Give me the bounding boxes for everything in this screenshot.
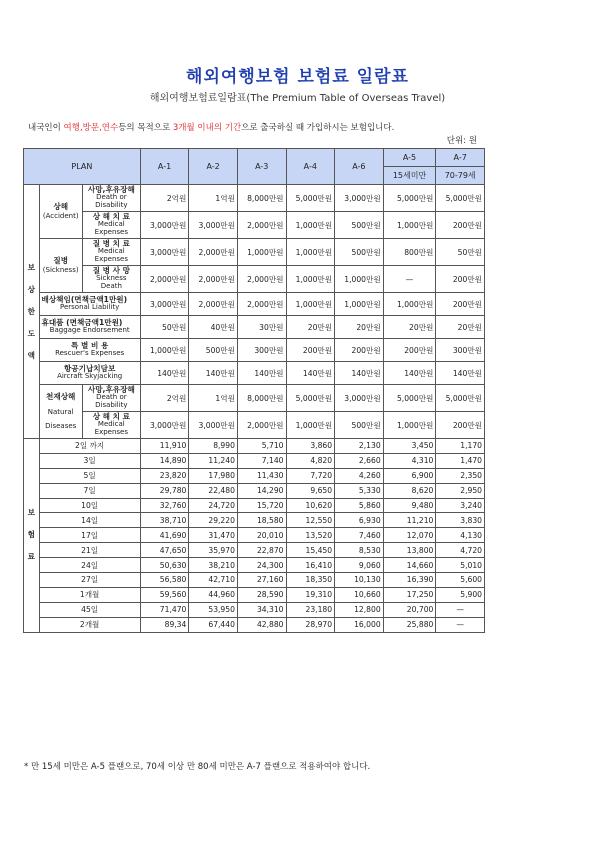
cell-value: 140만원: [436, 362, 485, 385]
header-plan-a6: A-6: [335, 149, 384, 185]
premium-cell: 11,910: [140, 439, 189, 454]
premium-group-char: 험: [27, 530, 35, 540]
premium-cell: 11,240: [189, 453, 238, 468]
cell-value: 5,000만원: [286, 385, 335, 412]
premium-cell: 20,010: [237, 528, 286, 543]
cell-value: 3,000만원: [189, 412, 238, 439]
premium-cell: 4,720: [436, 543, 485, 558]
intro-highlight-period: 3개월 이내의 기간: [172, 123, 242, 133]
cell-value: 140만원: [140, 362, 189, 385]
premium-period: 7일: [39, 483, 140, 498]
premium-cell: 5,900: [436, 587, 485, 602]
sub-en: Medical Expenses: [94, 247, 129, 264]
benefit-row-liability: [24, 293, 485, 316]
category-sickness-ko: 질병: [53, 256, 69, 266]
cell-value: 1억원: [189, 185, 238, 212]
premium-cell: 8,990: [189, 439, 238, 454]
cell-value: 1억원: [189, 385, 238, 412]
sub-en: Aircraft Skyjacking: [57, 372, 123, 381]
premium-table: [23, 148, 485, 633]
cell-value: 5,000만원: [383, 385, 436, 412]
premium-cell: 18,580: [237, 513, 286, 528]
premium-cell: 3,240: [436, 498, 485, 513]
cell-value: 2,000만원: [189, 239, 238, 266]
cell-value: 20만원: [286, 316, 335, 339]
premium-row: [24, 602, 485, 617]
benefit-row-accident-death: [24, 185, 485, 212]
premium-cell: 56,580: [140, 573, 189, 588]
intro-text: [28, 121, 394, 133]
cell-value: 1,000만원: [286, 412, 335, 439]
cell-value: 1,000만원: [383, 412, 436, 439]
premium-cell: 16,390: [383, 573, 436, 588]
premium-cell: 35,970: [189, 543, 238, 558]
sub-ko: 사망,후유장해: [87, 385, 135, 395]
cell-value: 200만원: [286, 339, 335, 362]
premium-row: [24, 528, 485, 543]
cell-value: 3,000만원: [335, 185, 384, 212]
premium-cell: 13,800: [383, 543, 436, 558]
premium-row: [24, 483, 485, 498]
premium-cell: 9,480: [383, 498, 436, 513]
category-accident: [39, 185, 82, 239]
premium-cell: 59,560: [140, 587, 189, 602]
premium-cell: 15,450: [286, 543, 335, 558]
cell-value: 1,000만원: [140, 339, 189, 362]
benefit-row-natural-medical: [24, 412, 485, 439]
benefit-group-char: 한: [27, 306, 35, 316]
cell-value: 8,000만원: [237, 185, 286, 212]
premium-cell: 42,710: [189, 573, 238, 588]
sub-en: Sickness Death: [96, 274, 127, 291]
sub-accident-medical: [82, 212, 140, 239]
cell-value: 500만원: [335, 239, 384, 266]
cell-value: 140만원: [335, 362, 384, 385]
benefit-group-label: [24, 185, 40, 439]
category-skyjacking: [39, 362, 140, 385]
premium-period: 2개월: [39, 617, 140, 632]
premium-period: 17일: [39, 528, 140, 543]
cell-value: 40만원: [189, 316, 238, 339]
cell-value: 140만원: [237, 362, 286, 385]
benefit-row-sickness-treatment: [24, 239, 485, 266]
cell-value: 140만원: [383, 362, 436, 385]
category-liability: [39, 293, 140, 316]
category-sickness-en: (Sickness): [42, 265, 79, 274]
premium-cell: 38,210: [189, 558, 238, 573]
cell-value: 3,000만원: [140, 212, 189, 239]
cell-value: —: [383, 266, 436, 293]
premium-cell: 17,250: [383, 587, 436, 602]
sub-ko: 질 병 사 망: [92, 266, 130, 276]
sub-accident-death: [82, 185, 140, 212]
cell-value: 300만원: [237, 339, 286, 362]
premium-cell: 4,310: [383, 453, 436, 468]
premium-cell: 10,620: [286, 498, 335, 513]
cell-value: 20만원: [335, 316, 384, 339]
premium-cell: 16,000: [335, 617, 384, 632]
sub-en: Death or Disability: [95, 193, 128, 210]
cell-value: 1,000만원: [286, 266, 335, 293]
premium-cell: —: [436, 617, 485, 632]
premium-period: 2일 까지: [39, 439, 140, 454]
category-natural-en2: Diseases: [45, 421, 77, 430]
cell-value: 3,000만원: [189, 212, 238, 239]
cell-value: 2억원: [140, 385, 189, 412]
cell-value: 1,000만원: [335, 266, 384, 293]
category-sickness: [39, 239, 82, 293]
sub-ko: 항공기납치담보: [63, 363, 116, 373]
sub-ko: 특 별 비 용: [71, 340, 109, 350]
premium-cell: 42,880: [237, 617, 286, 632]
cell-value: 500만원: [335, 412, 384, 439]
header-plan: PLAN: [24, 149, 141, 185]
category-accident-ko: 상해: [53, 202, 69, 212]
premium-period: 27일: [39, 573, 140, 588]
cell-value: 3,000만원: [335, 385, 384, 412]
premium-cell: 20,700: [383, 602, 436, 617]
unit-label: 단위: 원: [446, 136, 477, 146]
premium-cell: 22,870: [237, 543, 286, 558]
cell-value: 1,000만원: [286, 212, 335, 239]
sub-en: Death or Disability: [95, 393, 128, 410]
sub-natural-medical: [82, 412, 140, 439]
header-a7-note: 70-79세: [436, 167, 485, 185]
premium-period: 14일: [39, 513, 140, 528]
premium-cell: 11,210: [383, 513, 436, 528]
premium-cell: 18,350: [286, 573, 335, 588]
cell-value: 20만원: [436, 316, 485, 339]
premium-cell: 14,290: [237, 483, 286, 498]
premium-period: 3일: [39, 453, 140, 468]
page-title: 해외여행보험 보험료 일람표: [186, 67, 409, 87]
premium-period: 21일: [39, 543, 140, 558]
premium-cell: 53,950: [189, 602, 238, 617]
premium-cell: 3,450: [383, 439, 436, 454]
cell-value: 8,000만원: [237, 385, 286, 412]
cell-value: 2,000만원: [189, 293, 238, 316]
premium-row: [24, 558, 485, 573]
premium-cell: 2,350: [436, 468, 485, 483]
premium-cell: 8,530: [335, 543, 384, 558]
wide-en: Personal Liability: [60, 303, 120, 312]
header-plan-a2: A-2: [189, 149, 238, 185]
premium-cell: 29,220: [189, 513, 238, 528]
premium-period: 5일: [39, 468, 140, 483]
premium-cell: 4,820: [286, 453, 335, 468]
cell-value: 2,000만원: [189, 266, 238, 293]
category-accident-en: (Accident): [42, 211, 79, 220]
premium-cell: 8,620: [383, 483, 436, 498]
premium-row: [24, 587, 485, 602]
cell-value: 200만원: [436, 266, 485, 293]
cell-value: 1,000만원: [335, 293, 384, 316]
premium-cell: 10,660: [335, 587, 384, 602]
premium-cell: —: [436, 602, 485, 617]
benefit-row-skyjacking: [24, 362, 485, 385]
benefit-group-char: 액: [27, 350, 35, 360]
sub-ko: 질 병 치 료: [92, 239, 130, 249]
sub-en: Medical Expenses: [94, 420, 129, 437]
footnote: * 만 15세 미만은 A-5 플랜으로, 70세 이상 만 80세 미만은 A-7 플랜으로 적용하여야 합니다.: [24, 762, 371, 772]
premium-cell: 5,860: [335, 498, 384, 513]
wide-ko: 휴대품 (면책금액1만원): [41, 317, 123, 327]
page-subtitle: 해외여행보험료일람표(The Premium Table of Overseas Travel): [149, 93, 446, 104]
premium-period: 24일: [39, 558, 140, 573]
cell-value: 800만원: [383, 239, 436, 266]
sub-sickness-treatment: [82, 239, 140, 266]
cell-value: 20만원: [383, 316, 436, 339]
cell-value: 2,000만원: [237, 212, 286, 239]
cell-value: 140만원: [286, 362, 335, 385]
premium-cell: 3,860: [286, 439, 335, 454]
premium-row: [24, 543, 485, 558]
premium-cell: 25,880: [383, 617, 436, 632]
premium-group-char: 료: [27, 552, 35, 562]
premium-cell: 4,260: [335, 468, 384, 483]
header-plan-a5: A-5: [383, 149, 436, 167]
cell-value: 2,000만원: [237, 412, 286, 439]
sub-en: Medical Expenses: [94, 220, 129, 237]
cell-value: 5,000만원: [436, 385, 485, 412]
cell-value: 200만원: [436, 412, 485, 439]
premium-cell: 24,300: [237, 558, 286, 573]
premium-cell: 4,130: [436, 528, 485, 543]
premium-period: 45일: [39, 602, 140, 617]
cell-value: 500만원: [189, 339, 238, 362]
category-rescuer: [39, 339, 140, 362]
cell-value: 1,000만원: [383, 293, 436, 316]
premium-period: 10일: [39, 498, 140, 513]
category-baggage: [39, 316, 140, 339]
premium-cell: 17,980: [189, 468, 238, 483]
premium-cell: 24,720: [189, 498, 238, 513]
premium-cell: 10,130: [335, 573, 384, 588]
premium-cell: 5,010: [436, 558, 485, 573]
cell-value: 2억원: [140, 185, 189, 212]
benefit-group-char: 상: [27, 284, 35, 294]
premium-row: [24, 617, 485, 632]
benefit-row-rescuer: [24, 339, 485, 362]
premium-cell: 9,060: [335, 558, 384, 573]
premium-cell: 22,480: [189, 483, 238, 498]
cell-value: 3,000만원: [140, 239, 189, 266]
cell-value: 3,000만원: [140, 412, 189, 439]
header-plan-a7: A-7: [436, 149, 485, 167]
cell-value: 140만원: [189, 362, 238, 385]
benefit-group-char: 도: [27, 328, 35, 338]
premium-row: [24, 498, 485, 513]
premium-cell: 28,970: [286, 617, 335, 632]
intro-part3: 으로 출국하실 때 가입하시는 보험입니다.: [241, 123, 395, 133]
premium-cell: 71,470: [140, 602, 189, 617]
sub-natural-death: [82, 385, 140, 412]
premium-cell: 23,820: [140, 468, 189, 483]
premium-cell: 31,470: [189, 528, 238, 543]
premium-period: 1개월: [39, 587, 140, 602]
premium-cell: 7,460: [335, 528, 384, 543]
cell-value: 5,000만원: [436, 185, 485, 212]
premium-cell: 32,760: [140, 498, 189, 513]
cell-value: 50만원: [436, 239, 485, 266]
premium-cell: 89,34: [140, 617, 189, 632]
premium-group-char: 보: [27, 508, 35, 518]
header-plan-a3: A-3: [237, 149, 286, 185]
premium-row: [24, 468, 485, 483]
premium-cell: 15,720: [237, 498, 286, 513]
sub-ko: 사망,후유장해: [87, 185, 135, 195]
intro-highlight-purpose: 여행,방문,연수: [63, 123, 119, 133]
cell-value: 200만원: [436, 212, 485, 239]
benefit-row-baggage: [24, 316, 485, 339]
premium-cell: 13,520: [286, 528, 335, 543]
premium-cell: 6,930: [335, 513, 384, 528]
premium-cell: 67,440: [189, 617, 238, 632]
benefit-row-accident-medical: [24, 212, 485, 239]
premium-cell: 41,690: [140, 528, 189, 543]
premium-cell: 2,950: [436, 483, 485, 498]
premium-cell: 16,410: [286, 558, 335, 573]
benefit-group-char: 보: [27, 262, 35, 272]
premium-cell: 14,660: [383, 558, 436, 573]
sub-ko: 상 해 치 료: [92, 212, 130, 222]
premium-cell: 14,890: [140, 453, 189, 468]
cell-value: 2,000만원: [237, 266, 286, 293]
benefit-row-natural-death: [24, 385, 485, 412]
cell-value: 5,000만원: [286, 185, 335, 212]
cell-value: 1,000만원: [286, 239, 335, 266]
premium-cell: 2,660: [335, 453, 384, 468]
premium-row: [24, 453, 485, 468]
premium-cell: 12,800: [335, 602, 384, 617]
cell-value: 3,000만원: [140, 293, 189, 316]
premium-cell: 7,720: [286, 468, 335, 483]
header-a5-note: 15세미만: [383, 167, 436, 185]
premium-rows: [24, 439, 485, 633]
premium-cell: 27,160: [237, 573, 286, 588]
cell-value: 300만원: [436, 339, 485, 362]
premium-cell: 6,900: [383, 468, 436, 483]
premium-cell: 12,550: [286, 513, 335, 528]
premium-cell: 29,780: [140, 483, 189, 498]
premium-cell: 2,130: [335, 439, 384, 454]
cell-value: 2,000만원: [140, 266, 189, 293]
sub-en: Rescuer's Expenses: [55, 349, 125, 358]
header-plan-a4: A-4: [286, 149, 335, 185]
premium-row: [24, 573, 485, 588]
premium-cell: 7,140: [237, 453, 286, 468]
premium-cell: 1,170: [436, 439, 485, 454]
premium-cell: 44,960: [189, 587, 238, 602]
premium-cell: 12,070: [383, 528, 436, 543]
premium-cell: 28,590: [237, 587, 286, 602]
premium-row: [24, 513, 485, 528]
premium-cell: 5,600: [436, 573, 485, 588]
cell-value: 200만원: [436, 293, 485, 316]
intro-part2: 등의 목적으로: [118, 123, 173, 133]
premium-cell: 38,710: [140, 513, 189, 528]
cell-value: 50만원: [140, 316, 189, 339]
category-natural: [39, 385, 82, 439]
cell-value: 2,000만원: [237, 293, 286, 316]
header-plan-a1: A-1: [140, 149, 189, 185]
category-natural-en1: Natural: [47, 407, 74, 416]
cell-value: 200만원: [335, 339, 384, 362]
sub-sickness-death: [82, 266, 140, 293]
sub-ko: 상 해 치 료: [92, 412, 130, 422]
intro-part1: 내국인이: [28, 123, 64, 133]
premium-group-label: [24, 439, 40, 633]
premium-cell: 9,650: [286, 483, 335, 498]
wide-en: Baggage Endorsement: [49, 326, 130, 335]
premium-cell: 1,470: [436, 453, 485, 468]
premium-cell: 23,180: [286, 602, 335, 617]
premium-cell: 50,630: [140, 558, 189, 573]
wide-ko: 배상책임(면책금액1만원): [41, 294, 128, 304]
premium-row: [24, 439, 485, 454]
cell-value: 30만원: [237, 316, 286, 339]
cell-value: 200만원: [383, 339, 436, 362]
premium-cell: 5,330: [335, 483, 384, 498]
premium-cell: 34,310: [237, 602, 286, 617]
premium-cell: 47,650: [140, 543, 189, 558]
cell-value: 500만원: [335, 212, 384, 239]
premium-cell: 5,710: [237, 439, 286, 454]
cell-value: 1,000만원: [286, 293, 335, 316]
benefit-row-sickness-death: [24, 266, 485, 293]
cell-value: 1,000만원: [383, 212, 436, 239]
cell-value: 5,000만원: [383, 185, 436, 212]
cell-value: 1,000만원: [237, 239, 286, 266]
premium-cell: 11,430: [237, 468, 286, 483]
premium-cell: 19,310: [286, 587, 335, 602]
premium-cell: 3,830: [436, 513, 485, 528]
category-natural-ko: 천재상해: [46, 392, 76, 402]
